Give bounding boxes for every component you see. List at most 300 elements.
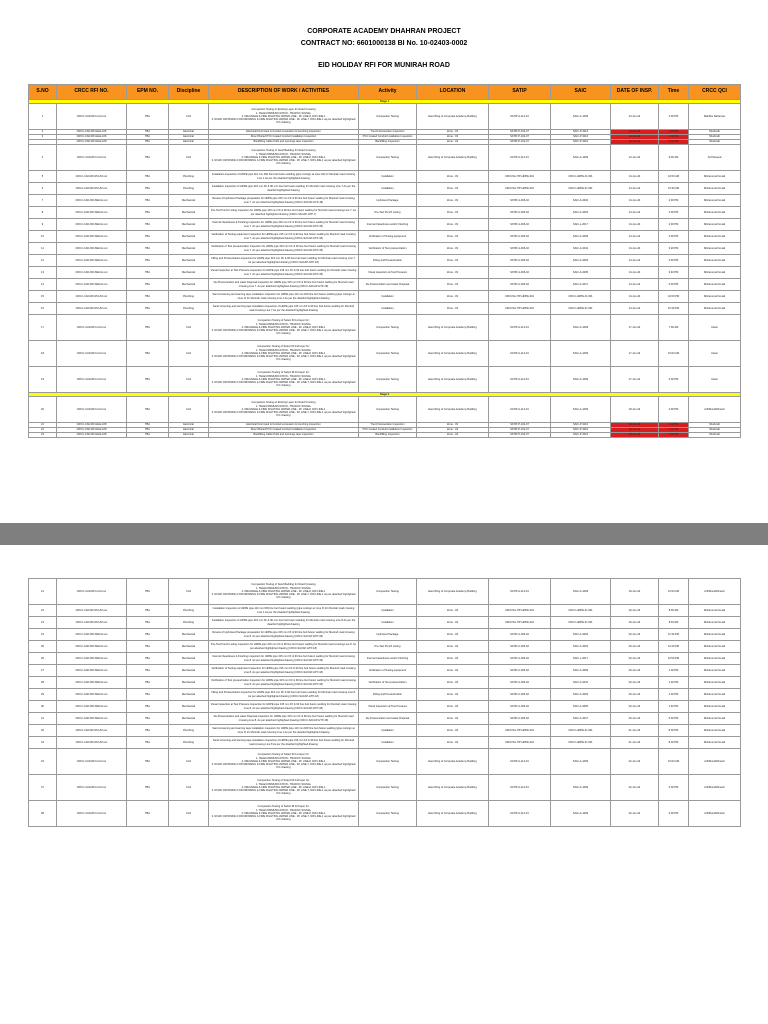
cell-rfi-no: CRCC-CAD-RFI-ELE-108	[57, 140, 127, 145]
cell-epm-no: TBA	[127, 428, 169, 433]
cell-activity: Compaction Testing	[359, 579, 417, 605]
cell-saic: SAIC-A-3011	[551, 243, 611, 255]
cell-description: Compaction Testing of Select fill 1st layer for: 1. TELECOMMUNICATION - TRAFFIC SIGNAL 2. DRAINAGE & FIRE FIGHTING WATER LINE - FF LINE-8, DW LINE-1 3. ROAD CROSSING FOR DRINKING & FIRE FIGHTING WATER LINE - FF LINE-7, DW LINE-1 as per attached highlighted IFC drawing	[209, 315, 359, 341]
cell-epm-no: TBA	[127, 303, 169, 315]
cell-date: 22-Jun-24	[611, 801, 659, 827]
table-row	[29, 279, 741, 291]
cell-time: 11:30 PM	[659, 629, 689, 641]
cell-date: 14-Jun-24	[611, 195, 659, 207]
cell-qci: Mohammed Ismail	[689, 701, 741, 713]
cell-epm-no: TBA	[127, 725, 169, 737]
cell-discipline: Mechanical	[169, 195, 209, 207]
cell-location: Zone - 03	[417, 725, 489, 737]
cell-description: Verification of Test pressurization inspection for HDPE pipe 315 mm FF & 90 line butt fusion welding for Munirah road crossing Line 8. As per attached highlighted drawing (CRCC-SACAP-HTP-18)	[209, 677, 359, 689]
cell-discipline: Mechanical	[169, 231, 209, 243]
cell-time: 3:00 PM	[659, 140, 689, 145]
cell-activity: Installation	[359, 725, 417, 737]
cell-description: Direct Buried PVC Coated Conduit Installation Inspection	[209, 428, 359, 433]
cell-sno: 23	[29, 617, 57, 629]
cell-epm-no: TBA	[127, 617, 169, 629]
cell-qci: Mohammed Ismail	[689, 255, 741, 267]
cell-saic: SAIC-A-1009	[551, 801, 611, 827]
cell-discipline: Plumbing	[169, 617, 209, 629]
cell-date: 20-Jun-24	[611, 701, 659, 713]
cell-epm-no: TBA	[127, 433, 169, 438]
cell-satip: SATIP-A-114-01	[489, 341, 551, 367]
cell-qci: Mohammed Ismail	[689, 653, 741, 665]
cell-saic: SAIC-P-3116	[551, 140, 611, 145]
cell-location: Zone - 03	[417, 713, 489, 725]
cell-date: 14-Jun-24	[611, 303, 659, 315]
cell-sno: 26	[29, 653, 57, 665]
cell-activity: Installation	[359, 605, 417, 617]
cell-satip: CRCCSA-ITP-HDPE-001	[489, 291, 551, 303]
cell-location: Zone - 03	[417, 629, 489, 641]
cell-epm-no: TBA	[127, 801, 169, 827]
cell-discipline: Mechanical	[169, 207, 209, 219]
col-header-date: DATE OF INSP.	[611, 85, 659, 100]
cell-description: Sand screening and warning tape installation inspection of HDPE pipe 315 mm FF & 90 line butt fusion welding for Munirah road crossing Line 8 As per the dwarfed highlighted drawing	[209, 737, 359, 749]
cell-sno: 18	[29, 341, 57, 367]
cell-sno: 29	[29, 689, 57, 701]
cell-location: Zone - 03	[417, 689, 489, 701]
cell-activity: Compaction Testing	[359, 341, 417, 367]
cell-saic: SAIC-A-3017	[551, 279, 611, 291]
cell-location: Zone - 03	[417, 219, 489, 231]
cell-qci: Mahbbu Rahaman	[689, 104, 741, 130]
cell-epm-no: TBA	[127, 243, 169, 255]
cell-sno: 34	[29, 749, 57, 775]
cell-sno: 27	[29, 665, 57, 677]
cell-epm-no: TBA	[127, 677, 169, 689]
cell-time: 10:00 AM	[659, 749, 689, 775]
cell-date: 13-Jun-24	[611, 145, 659, 171]
cell-epm-no: TBA	[127, 291, 169, 303]
cell-description: Verification of Test pressurization inspection for HDPE pipe 315 mm FF & 90 line butt fusion welding for Munirah road crossing Line 7. As per attached highlighted drawing (CRCC-SACAP-HTP-18)	[209, 243, 359, 255]
table-row	[29, 291, 741, 303]
cell-qci: Mohammed Ismail	[689, 689, 741, 701]
cell-qci: Mohammed Ismail	[689, 713, 741, 725]
cell-saic: SAIC-A-1009	[551, 367, 611, 393]
cell-location: Zone - 03	[417, 641, 489, 653]
cell-sno: 17	[29, 315, 57, 341]
cell-description: Electrical Duct bank & Conduit excavation & trenching inspection	[209, 130, 359, 135]
cell-epm-no: TBA	[127, 341, 169, 367]
cell-description: Compaction Testing of Select fill 3rd layer for: 1. TELECOMMUNICATION - TRAFFIC SIGNAL 2. DRAINAGE & FIRE FIGHTING WATER LINE - FF LINE-8, DW LINE-1 3. ROAD CROSSING FOR DRINKING & FIRE FIGHTING WATER LINE - FF LINE-7, DW LINE-1 as per attached highlighted IFC drawing	[209, 367, 359, 393]
cell-qci: Mohammed Ismail	[689, 207, 741, 219]
cell-rfi-no: CRCC-CAD-RFI-MECH-xxx	[57, 677, 127, 689]
cell-description: Compaction Testing of Existing Layer for Road Crossing 1. TELECOMMUNICATION - TRAFFIC SIGNAL 2. DRAINAGE & FIRE FIGHTING WATER LINE - FF LINE-8, DW LINE-1 3. ROAD CROSSING FOR DRINKING & FIRE FIGHTING WATER LINE - FF LINE-7, DW LINE-1 as per attached highlighted IFC drawing	[209, 397, 359, 423]
cell-epm-no: TBA	[127, 255, 169, 267]
cell-time: 10:00 AM	[659, 579, 689, 605]
cell-saic: SAIC-A-1009	[551, 145, 611, 171]
cell-activity: Compaction Testing	[359, 145, 417, 171]
cell-time: 3:30 PM	[659, 255, 689, 267]
cell-saic: SAIC-A-1009	[551, 341, 611, 367]
cell-epm-no: TBA	[127, 689, 169, 701]
table-row	[29, 725, 741, 737]
cell-activity: Compaction Testing	[359, 801, 417, 827]
cell-sno: 28	[29, 677, 57, 689]
cell-saic: SAIC-A-3003	[551, 689, 611, 701]
cell-satip: SATIP-P-104-07	[489, 428, 551, 433]
col-header-time: Time	[659, 85, 689, 100]
cell-satip: SATIP-P-104-07	[489, 130, 551, 135]
cell-date: 14-Jun-24	[611, 183, 659, 195]
cell-rfi-no: CRCC-CAD-RFI-ELE-108	[57, 428, 127, 433]
cell-discipline: Mechanical	[169, 629, 209, 641]
cell-sno: 14	[29, 279, 57, 291]
cell-discipline: Plumbing	[169, 303, 209, 315]
cell-rfi-no: CRCC-CAD-RFI-Civil-xxx	[57, 775, 127, 801]
cell-qci: Arif/Munid/Dinesh	[689, 579, 741, 605]
cell-date: 20-Jun-24	[611, 689, 659, 701]
cell-description: Internal Cleanliness & Flushing inspection for HDPE pipe 315 mm FF & 90 line butt fusion welding for Munirah road crossing Line 7. As per attached highlighted drawing (CRCC-SACAP-HTP-18)	[209, 219, 359, 231]
cell-discipline: Mechanical	[169, 243, 209, 255]
cell-activity: Backfilling Inspection	[359, 433, 417, 438]
cell-saic: CRCC-HDPE-IC-001	[551, 617, 611, 629]
cell-activity: Hydrotest Package	[359, 629, 417, 641]
cell-date: 14-Jun-24	[611, 279, 659, 291]
cell-sno: 1	[29, 104, 57, 130]
cell-time: 8:30 PM	[659, 737, 689, 749]
cell-sno: 4	[29, 145, 57, 171]
cell-discipline: Mechanical	[169, 665, 209, 677]
cell-epm-no: TBA	[127, 641, 169, 653]
cell-discipline: Civil	[169, 341, 209, 367]
cell-activity: Trench Excavation Inspection	[359, 423, 417, 428]
cell-discipline: Civil	[169, 397, 209, 423]
cell-rfi-no: CRCC-CAD-RFI-PLUM-xxx	[57, 183, 127, 195]
cell-saic: CRCC-HDPE-IC-001	[551, 171, 611, 183]
cell-saic: CRCC-HDPE-IC-001	[551, 183, 611, 195]
cell-saic: SAIC-P-3116	[551, 433, 611, 438]
cell-rfi-no: CRCC-CAD-RFI-MECH-xxx	[57, 219, 127, 231]
table-row	[29, 367, 741, 393]
cell-saic: SAIC-A-1009	[551, 315, 611, 341]
cell-rfi-no: CRCC-CAD-RFI-Civil-xxx	[57, 341, 127, 367]
cell-sno: 19	[29, 367, 57, 393]
cell-time: 1:30 PM	[659, 689, 689, 701]
cell-date: 14-Jun-24	[611, 207, 659, 219]
cell-satip: SATIP-A-006-02	[489, 713, 551, 725]
cell-activity: Installation	[359, 183, 417, 195]
cell-epm-no: TBA	[127, 140, 169, 145]
cell-epm-no: TBA	[127, 145, 169, 171]
cell-discipline: Civil	[169, 801, 209, 827]
cell-discipline: Civil	[169, 579, 209, 605]
cell-satip: SATIP-A-114-01	[489, 315, 551, 341]
cell-rfi-no: CRCC-CAD-RFI-MECH-xxx	[57, 207, 127, 219]
cell-saic: SAIC-A-1009	[551, 749, 611, 775]
table-row	[29, 689, 741, 701]
cell-discipline: Plumbing	[169, 737, 209, 749]
cell-date: 13-Jun-24	[611, 104, 659, 130]
cell-satip: SATIP-P-104-07	[489, 135, 551, 140]
cell-satip: SATIP-A-114-01	[489, 367, 551, 393]
cell-description: Compaction Testing of Sand Bedding for Road Crossing 1. TELECOMMUNICATION - TRAFFIC SIGNAL 2. DRAINAGE & FIRE FIGHTING WATER LINE - FF LINE-8, DW LINE-1 3. ROAD CROSSING FOR DRINKING & FIRE FIGHTING WATER LINE - FF LINE-7, DW LINE-1 as per attached highlighted IFC drawing	[209, 145, 359, 171]
cell-qci: Shahzaib	[689, 135, 741, 140]
col-header-sno: S.NO	[29, 85, 57, 100]
cell-saic: SAIC-A-3005	[551, 701, 611, 713]
cell-location: Zone - 03	[417, 195, 489, 207]
col-header-description: DESCRIPTION OF WORK / ACTIVITIES	[209, 85, 359, 100]
cell-time: 2:00 PM	[659, 207, 689, 219]
col-header-qci: CRCC QCI	[689, 85, 741, 100]
cell-location: East Wing of Corporate Academy Building	[417, 775, 489, 801]
cell-rfi-no: CRCC-CAD-RFI-MECH-xxx	[57, 665, 127, 677]
cell-description: Compaction Testing of Select fill 3rd layer for: 1. TELECOMMUNICATION - TRAFFIC SIGNAL 2. DRAINAGE & FIRE FIGHTING WATER LINE - FF LINE-8, DW LINE-1 3. ROAD CROSSING FOR DRINKING & FIRE FIGHTING WATER LINE - FF LINE-7, DW LINE-1 as per attached highlighted IFC drawing	[209, 801, 359, 827]
cell-activity: Pre-Test Punch Listing	[359, 641, 417, 653]
cell-saic: SAIC-A-3005	[551, 267, 611, 279]
cell-discipline: Mechanical	[169, 713, 209, 725]
cell-sno: 8	[29, 207, 57, 219]
cell-date: 14-Jun-24	[611, 231, 659, 243]
cell-location: Zone - 03	[417, 267, 489, 279]
cell-date: 14-Jun-24	[611, 267, 659, 279]
cell-satip: CRCCSA-ITP-HDPE-001	[489, 605, 551, 617]
cell-activity: Verification of Test pressurization	[359, 677, 417, 689]
cell-epm-no: TBA	[127, 135, 169, 140]
table-body-page-2	[29, 579, 741, 827]
cell-discipline: Civil	[169, 315, 209, 341]
cell-location: Zone - 03	[417, 183, 489, 195]
cell-description: Verification of Testing equipment inspection for HDPE pipe 315 mm FF & 90 line butt fusion welding for Munirah road crossing Line 8. As per attached highlighted drawing (CRCC-SACAP-HTP-18)	[209, 665, 359, 677]
document-page-2	[0, 545, 768, 1024]
cell-time: 9:00 AM	[659, 145, 689, 171]
cell-qci: Mohammed Ismail	[689, 665, 741, 677]
cell-satip: CRCCSA-ITP-HDPE-001	[489, 171, 551, 183]
cell-sno: 11	[29, 243, 57, 255]
cell-qci: Javier	[689, 367, 741, 393]
cell-satip: SATIP-A-114-01	[489, 801, 551, 827]
cell-rfi-no: CRCC-CAD-RFI-PLUM-xxx	[57, 737, 127, 749]
cell-time: 1:00 PM	[659, 665, 689, 677]
cell-rfi-no: CRCC-CAD-RFI-PLUM-xxx	[57, 171, 127, 183]
cell-location: East Wing of Corporate Academy Building	[417, 367, 489, 393]
cell-location: Zone - 03	[417, 171, 489, 183]
cell-location: Zone - 03	[417, 255, 489, 267]
cell-activity: Visual inspection at Test Pressure	[359, 267, 417, 279]
table-body-stage-2	[29, 393, 741, 438]
cell-description: Review of Hydrotest Package preparation for HDPE pipe 315 mm FF & 90 line butt fusion welding for Munirah road crossing Line 8. As per attached highlighted drawing (CRCC-SACAP-HTP-18)	[209, 629, 359, 641]
cell-activity: Backfilling Inspection	[359, 140, 417, 145]
cell-time: 2:30 PM	[659, 219, 689, 231]
cell-saic: SAIC-A-3004	[551, 629, 611, 641]
cell-description: Filling and Pressurization inspection for HDPE pipe 315 mm FF & 90 line butt fusion welding for Munirah road crossing Line 8. As per attached highlighted drawing (CRCC-SACAP-HTP-18)	[209, 689, 359, 701]
cell-rfi-no: CRCC-CAD-RFI-Civil-xxx	[57, 749, 127, 775]
cell-location: Zone - 03	[417, 653, 489, 665]
table-row	[29, 171, 741, 183]
cell-date: 20-Jun-24	[611, 713, 659, 725]
cell-qci: Mohammed Ismail	[689, 737, 741, 749]
cell-date: 13-Jun-24	[611, 130, 659, 135]
cell-time: 10:00 AM	[659, 341, 689, 367]
cell-satip: SATIP-A-006-02	[489, 195, 551, 207]
cell-epm-no: TBA	[127, 713, 169, 725]
cell-description: Compaction Testing of Select fill 2nd layer for: 1. TELECOMMUNICATION - TRAFFIC SIGNAL 2. DRAINAGE & FIRE FIGHTING WATER LINE - FF LINE-8, DW LINE-1 3. ROAD CROSSING FOR DRINKING & FIRE FIGHTING WATER LINE - FF LINE-7, DW LINE-1 as per attached highlighted IFC drawing	[209, 775, 359, 801]
cell-time: 10:30 AM	[659, 183, 689, 195]
stage-label: Stage 2	[29, 393, 741, 397]
cell-qci: Arif/Munid/Dinesh	[689, 775, 741, 801]
cell-location: Zone - 03	[417, 423, 489, 428]
cell-time: 1:20 PM	[659, 677, 689, 689]
cell-sno: 12	[29, 255, 57, 267]
cell-date: 21-Jun-24	[611, 737, 659, 749]
cell-sno: 7	[29, 195, 57, 207]
cell-qci: Mohammed Ismail	[689, 629, 741, 641]
cell-saic: SAIC-L-2017	[551, 219, 611, 231]
cell-location: Zone - 03	[417, 130, 489, 135]
cell-rfi-no: CRCC-CAD-RFI-ELE-108	[57, 433, 127, 438]
col-header-epm-no: EPM NO.	[127, 85, 169, 100]
cell-discipline: Mechanical	[169, 267, 209, 279]
rfi-table-page-1	[28, 84, 741, 438]
cell-location: East Wing of Corporate Academy Building	[417, 579, 489, 605]
cell-qci: Shahzaib	[689, 140, 741, 145]
cell-satip: SATIP-A-006-02	[489, 689, 551, 701]
cell-location: Zone - 03	[417, 665, 489, 677]
cell-epm-no: TBA	[127, 104, 169, 130]
cell-location: Zone - 03	[417, 231, 489, 243]
cell-sno: 38	[29, 801, 57, 827]
cell-epm-no: TBA	[127, 665, 169, 677]
cell-sno: 23	[29, 433, 57, 438]
cell-sno: 5	[29, 171, 57, 183]
table-row	[29, 183, 741, 195]
cell-satip: SATIP-A-114-01	[489, 145, 551, 171]
table-row	[29, 579, 741, 605]
cell-description: Internal Cleanliness & Flushing inspection for HDPE pipe 315 mm FF & 90 line butt fusion welding for Munirah road crossing Line 8. As per attached highlighted drawing (CRCC-SACAP-HTP-18)	[209, 653, 359, 665]
cell-qci: Shahzaib	[689, 130, 741, 135]
table-row	[29, 267, 741, 279]
table-row	[29, 701, 741, 713]
cell-activity: Internal Cleanliness and/or Flushing	[359, 219, 417, 231]
cell-location: Zone - 03	[417, 243, 489, 255]
table-row	[29, 195, 741, 207]
cell-satip: SATIP-A-006-02	[489, 231, 551, 243]
cell-time: 10:00 AM	[659, 171, 689, 183]
cell-description: Compaction Testing of Sand Bedding for Road Crossing 1. TELECOMMUNICATION - TRAFFIC SIGNAL 2. DRAINAGE & FIRE FIGHTING WATER LINE - FF LINE-8, DW LINE-1 3. ROAD CROSSING FOR DRINKING & FIRE FIGHTING WATER LINE - FF LINE-7, DW LINE-1 as per attached highlighted IFC drawing	[209, 579, 359, 605]
cell-rfi-no: CRCC-CAD-RFI-ELE-106	[57, 130, 127, 135]
cell-qci: Mohammed Ismail	[689, 195, 741, 207]
cell-saic: SAIC-P-3116	[551, 130, 611, 135]
cell-description: Installation inspection of HDPE pipe 110 mm DW line butt fusion welding (pipe cut/sign at zone 03) for Munirah road crossing Line 1 As per the dwarfed highlighted drawing	[209, 171, 359, 183]
cell-qci: Mohammed Ismail	[689, 183, 741, 195]
cell-location: Zone - 03	[417, 605, 489, 617]
cell-sno: 10	[29, 231, 57, 243]
cell-discipline: Civil	[169, 367, 209, 393]
cell-time: 1:00 PM	[659, 423, 689, 428]
cell-satip: SATIP-A-006-02	[489, 653, 551, 665]
cell-description: Review of Hydrotest Package preparation for HDPE pipe 315 mm FF & 90 line butt fusion welding for Munirah road crossing Line 7. As per Attached highlighted drawing (CRCC-SACAP-HTP-18)	[209, 195, 359, 207]
cell-sno: 2	[29, 130, 57, 135]
cell-rfi-no: CRCC-CAD-RFI-PLUM-xxx	[57, 291, 127, 303]
cell-discipline: Plumbing	[169, 291, 209, 303]
cell-qci: Arif/Munid/Dinesh	[689, 749, 741, 775]
cell-saic: CRCC-HDPE-IC-001	[551, 725, 611, 737]
cell-satip: CRCCSA-ITP-HDPE-001	[489, 617, 551, 629]
cell-rfi-no: CRCC-CAD-RFI-MECH-xxx	[57, 701, 127, 713]
cell-satip: SATIP-A-006-02	[489, 207, 551, 219]
cell-sno: 3	[29, 135, 57, 140]
cell-rfi-no: CRCC-CAD-RFI-Civil-xxx	[57, 579, 127, 605]
cell-activity: Visual inspection at Test Pressure	[359, 701, 417, 713]
contract-number: CONTRACT NO: 6601000138 BI No. 10-02403-0002	[300, 40, 468, 47]
cell-activity: Compaction Testing	[359, 315, 417, 341]
cell-date: 14-Jun-24	[611, 291, 659, 303]
cell-description: Sand screening and warning tape installation inspection of HDPE pipe 315 mm FF & 90 line butt fusion welding for Munirah road crossing Line 7 As per the dwarfed highlighted drawing	[209, 303, 359, 315]
cell-time: 12:40 PM	[659, 641, 689, 653]
cell-epm-no: TBA	[127, 195, 169, 207]
cell-satip: SATIP-A-006-02	[489, 255, 551, 267]
cell-description: De-Pressurization and water Disposal inspection for HDPE pipe 315 mm FF & 90 line butt fusion welding for Munirah road crossing Line 7. As per attached highlighted drawing (CRCC-SACAP-HTP-18)	[209, 279, 359, 291]
cell-date: 22-Jun-24	[611, 775, 659, 801]
cell-activity: Installation	[359, 737, 417, 749]
cell-location: Zone - 03	[417, 428, 489, 433]
cell-qci: Arif/Munid/Dinesh	[689, 801, 741, 827]
table-body-stage-1	[29, 100, 741, 393]
cell-satip: SATIP-A-114-01	[489, 775, 551, 801]
table-row	[29, 629, 741, 641]
cell-date: 20-Jun-24	[611, 629, 659, 641]
cell-sno: 30	[29, 701, 57, 713]
cell-satip: CRCCSA-ITP-HDPE-001	[489, 183, 551, 195]
cell-saic: SAIC-P-3116	[551, 135, 611, 140]
cell-satip: SATIP-A-006-02	[489, 267, 551, 279]
cell-epm-no: TBA	[127, 653, 169, 665]
cell-rfi-no: CRCC-CAD-RFI-MECH-xxx	[57, 255, 127, 267]
cell-discipline: Electrical	[169, 428, 209, 433]
cell-location: East Wing of Corporate Academy Building	[417, 341, 489, 367]
cell-location: Zone - 03	[417, 303, 489, 315]
table-row	[29, 255, 741, 267]
table-row	[29, 653, 741, 665]
cell-description: Sand screening and warning tape installation inspection for HDPE pipe 110 mm DW line butt fusion welding (pipe cut/sign at zone 3) for Munirah road crossing Line 1 As per the dwarfed highlighted drawing	[209, 725, 359, 737]
cell-discipline: Electrical	[169, 140, 209, 145]
cell-satip: SATIP-A-006-02	[489, 279, 551, 291]
cell-activity: Compaction Testing	[359, 749, 417, 775]
cell-sno: 32	[29, 725, 57, 737]
cell-time: 3:00 PM	[659, 801, 689, 827]
cell-rfi-no: CRCC-CAD-RFI-ELE-108	[57, 423, 127, 428]
cell-saic: SAIC-A-1009	[551, 397, 611, 423]
table-row	[29, 315, 741, 341]
cell-description: Filling and Pressurization inspection for HDPE pipe 315 mm FF & 90 line butt fusion welding for Munirah road crossing Line 7. As per attached highlighted drawing (CRCC-SACAP-HTP-18)	[209, 255, 359, 267]
cell-sno: 24	[29, 629, 57, 641]
cell-discipline: Mechanical	[169, 677, 209, 689]
cell-qci: Mohammed Ismail	[689, 171, 741, 183]
cell-epm-no: TBA	[127, 397, 169, 423]
cell-location: Zone - 03	[417, 617, 489, 629]
cell-activity: Compaction Testing	[359, 397, 417, 423]
cell-saic: SAIC-A-1009	[551, 775, 611, 801]
cell-qci: Mohammed Ismail	[689, 725, 741, 737]
cell-time: 3:00 PM	[659, 231, 689, 243]
cell-date: 13-Jun-24	[611, 140, 659, 145]
cell-qci: Mohammed Ismail	[689, 243, 741, 255]
cell-activity: Pre-Test Punch Listing	[359, 207, 417, 219]
table-row	[29, 749, 741, 775]
cell-description: Backfilling Cable Pulls and openings tape inspection	[209, 140, 359, 145]
cell-time: 5:30 PM	[659, 713, 689, 725]
cell-date: 17-Jun-24	[611, 341, 659, 367]
cell-rfi-no: CRCC-CAD-RFI-Civil-xxx	[57, 801, 127, 827]
cell-location: East Wing of Corporate Academy Building	[417, 145, 489, 171]
cell-epm-no: TBA	[127, 219, 169, 231]
cell-sno: 31	[29, 713, 57, 725]
cell-sno: 21	[29, 423, 57, 428]
